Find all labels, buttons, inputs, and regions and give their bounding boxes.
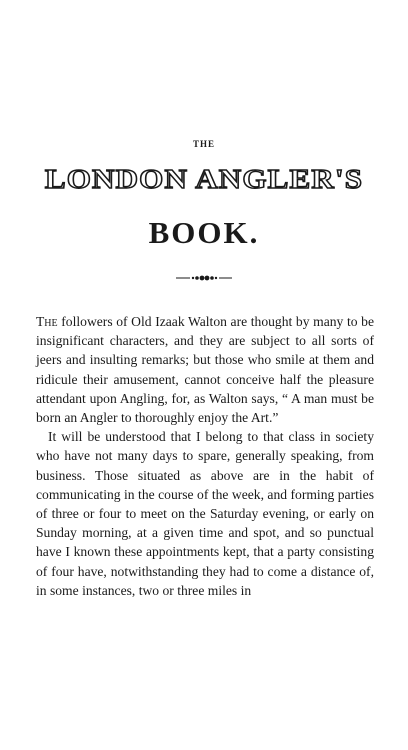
paragraph-lead: The <box>36 314 58 329</box>
body-text <box>36 312 374 600</box>
decorative-rule-icon <box>176 272 232 284</box>
paragraph-text: It will be understood that I belong to that class in society who have not many days to spare, generally speaking, from business. Those situated as above are in the habit of communicating in the course of the week, and forming parties of three or four to meet on the Saturday evening, or early on Sunday morning, at a given time and spot, and so punctual have I known these appointments kept, that a party consisting of four have, notwithstanding they had to come a distance of, in some instances, two or three miles in <box>36 429 374 598</box>
paragraph-1 <box>36 312 374 427</box>
title-article: THE <box>192 139 215 149</box>
paragraph-text: followers of Old Izaak Walton are thought by many to be insignificant characters, and they are subject to all sorts of jeers and insulting remarks; but those who smile at them and ridicule their amusement, cannot conceive half the pleasure attendant upon Angling, for, as Walton says, “ A man must be born an Angler to thoroughly enjoy the Art.” <box>36 314 374 426</box>
title-line-book: BOOK. <box>148 215 260 250</box>
title-line-outline: LONDON ANGLER'S <box>44 164 364 194</box>
paragraph-2 <box>36 427 374 600</box>
